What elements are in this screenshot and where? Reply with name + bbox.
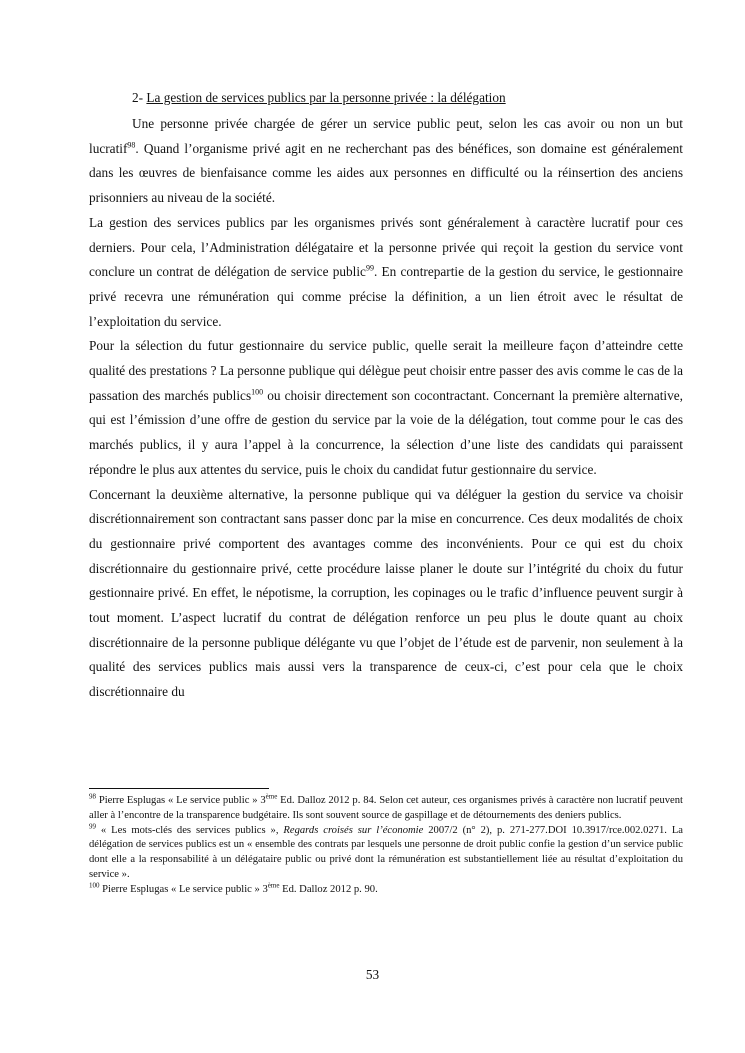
body-text: [89, 86, 683, 705]
footnote-ref-99: 99: [365, 263, 374, 273]
paragraph-2-text-b: . En contrepartie de la gestion du service, le gestionnaire privé recevra une rémunération qui comme précise la définition, a un lien étroit avec le résultat de l’exploitation du service.: [89, 264, 683, 329]
paragraph-4: Concernant la deuxième alternative, la personne publique qui va déléguer la gestion du service va choisir discrétionnairement son contractant sans passer donc par la mise en concurrence. Ces deux modalités de choix du gestionnaire privé comportent des avantages comme des inconvénients. Pour ce qui est du choix discrétionnaire du gestionnaire privé, cette procédure laisse planer le doute sur l’intégrité du choix du futur gestionnaire privé. En effet, le népotisme, la corruption, les copinages ou le trafic d’influence peuvent surgir à tout moment. L’aspect lucratif du contrat de délégation renforce un peu plus le doute quant au choix discrétionnaire de la personne publique délégante vu que l’objet de l’étude est de parvenir, non seulement à la qualité des services publics mais aussi vers la transparence de ceux-ci, c’est pour cela que le choix discrétionnaire du: [89, 486, 683, 700]
paragraph-3-text-b: ou choisir directement son cocontractant. Concernant la première alternative, qui est l’émission d’une offre de gestion du service par la voie de la délégation, tout comme pour le cas des marchés publics, il y aura l’appel à la concurrence, la sélection d’une liste des candidats qui paraissent répondre le plus aux attentes du service, puis le choix du candidat futur gestionnaire du service.: [89, 387, 683, 477]
footnote-text-b: Ed. Dalloz 2012 p. 84. Selon cet auteur, ces organismes privés à caractère non lucratif peuvent aller à l’encontre de la transparence budgétaire. Ils sont souvent source de gaspillage et de détournements des deniers publics.: [89, 795, 683, 821]
page-number: 53: [365, 967, 380, 982]
footnote-98: [89, 794, 683, 824]
footnote-separator: [89, 788, 269, 789]
footnote-text-a: Pierre Esplugas « Le service public » 3: [96, 795, 266, 806]
paragraph-1-text-a: Une personne privée chargée de gérer un service public peut, selon les cas avoir ou non un but lucratif: [89, 116, 683, 156]
footnote-number: 98: [89, 792, 96, 801]
section-heading: [89, 86, 683, 110]
footnote-number: 100: [89, 881, 100, 890]
footnote-number: 99: [89, 822, 96, 831]
footnote-100: [89, 883, 683, 898]
paragraph-1: [89, 112, 683, 211]
footnote-journal-title: Regards croisés sur l’économie: [283, 824, 424, 836]
footnote-superscript: ème: [265, 792, 278, 801]
section-title: La gestion de services publics par la personne privée : la délégation: [146, 90, 506, 105]
paragraph-2-text-a: La gestion des services publics par les organismes privés sont généralement à caractère lucratif pour ces derniers. Pour cela, l’Administration délégataire et la personne privée qui reçoit la gestion du service vont conclure un contrat de délégation de service public: [89, 214, 683, 280]
footnote-text-b: Ed. Dalloz 2012 p. 90.: [279, 883, 378, 895]
footnote-text-a: Pierre Esplugas « Le service public » 3: [99, 883, 268, 895]
footnote-text-b: 2007/2 (n° 2), p. 271-277.DOI 10.3917/rce.002.0271. La délégation de services publics est un « ensemble des contrats par lesquels une personne de droit public confie la gestion d’un service public dont elle a la responsabilité à un délégataire public ou privé dont la rémunération est substantiellement liée au résultat d’exploitation du service ».: [89, 824, 684, 880]
paragraph-3: [89, 334, 683, 482]
paragraph-2: [89, 211, 683, 335]
footnote-ref-100: 100: [251, 387, 264, 397]
footnote-99: [89, 824, 683, 883]
footnotes: [89, 794, 683, 898]
section-number: 2-: [132, 90, 147, 105]
footnote-superscript: ème: [267, 881, 280, 890]
paragraph-3-text-a: Pour la sélection du futur gestionnaire du service public, quelle serait la meilleure façon d’atteindre cette qualité des prestations ? La personne publique qui délègue peut choisir entre passer des avis comme le cas de la passation des marchés publics: [89, 338, 683, 403]
footnote-ref-98: 98: [127, 140, 136, 150]
footnote-text-a: « Les mots-clés des services publics »,: [96, 824, 284, 836]
paragraph-1-text-b: . Quand l’organisme privé agit en ne recherchant pas des bénéfices, son domaine est généralement dans les œuvres de bienfaisance comme les aides aux personnes en difficulté ou la réinsertion des anciens prisonniers au niveau de la société.: [89, 140, 683, 206]
